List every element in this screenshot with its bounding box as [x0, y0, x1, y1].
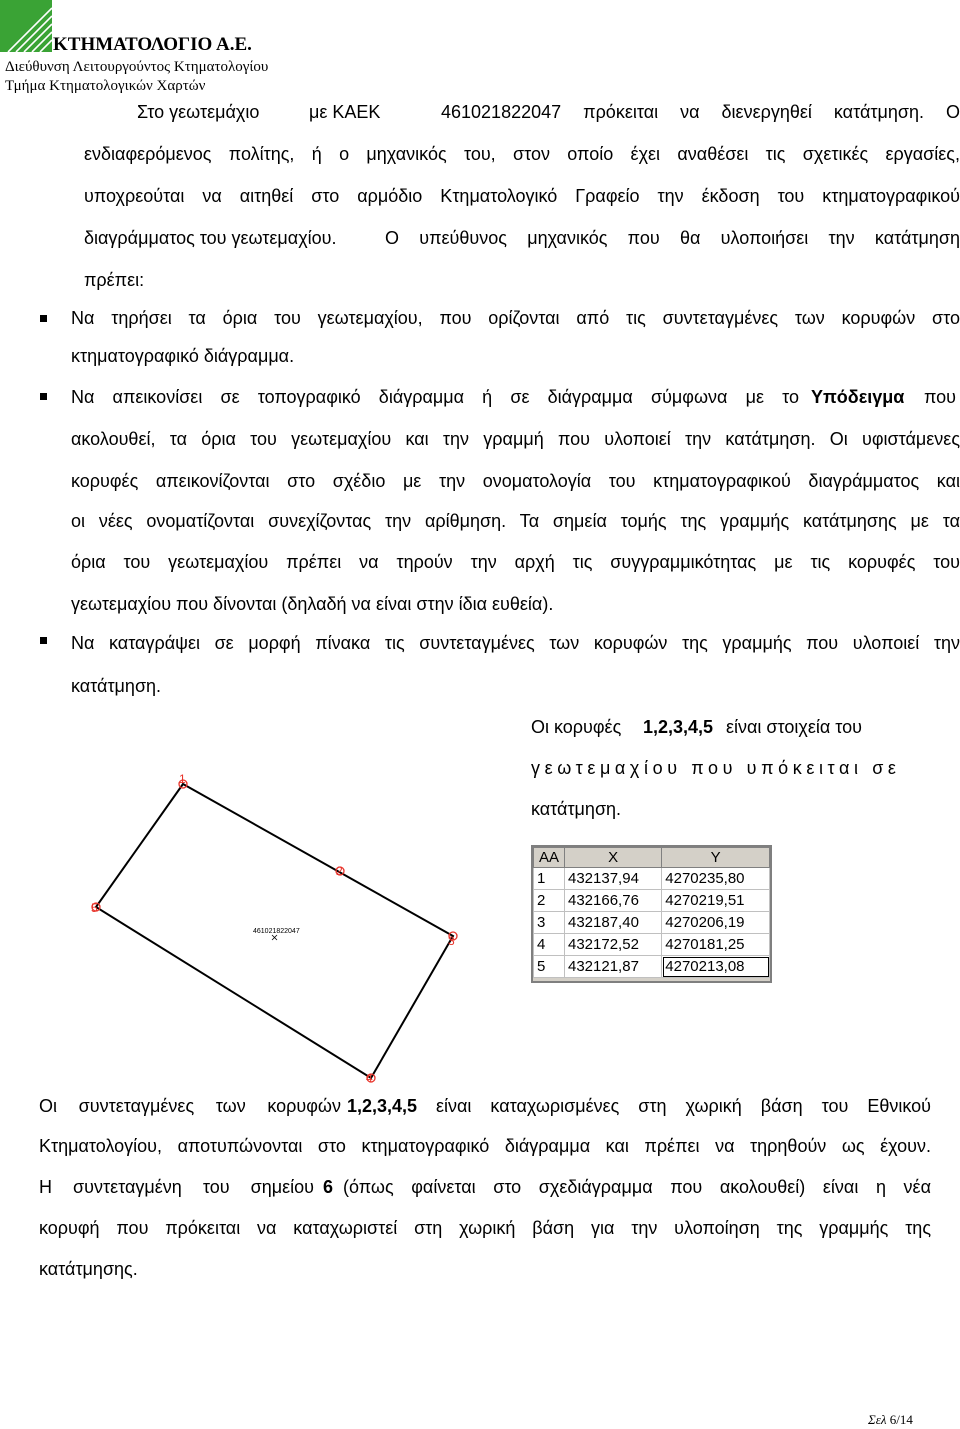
closing-line-3a: Η συντεταγμένη του σημείου: [39, 1177, 314, 1197]
bullet-2-line-5: όρια του γεωτεμαχίου πρέπει να τηρούν την αρχή τις συγγραμμικότητας με τις κορυφές του: [71, 552, 960, 572]
cell-y[interactable]: 4270181,25: [662, 934, 770, 956]
side-note-line-1a: Οι κορυφές: [531, 717, 622, 737]
coordinates-table: [531, 845, 772, 983]
cell-aa[interactable]: 1: [534, 868, 565, 890]
bullet-marker: [40, 315, 47, 322]
column-header-y[interactable]: Y: [662, 848, 770, 868]
cell-aa[interactable]: 3: [534, 912, 565, 934]
cell-y[interactable]: 4270219,51: [662, 890, 770, 912]
bullet-3-line-2: κατάτμηση.: [71, 676, 162, 696]
company-logo: [0, 0, 52, 52]
department-name: Τμήμα Κτηματολογικών Χαρτών: [5, 78, 206, 94]
intro-line-3: υποχρεούται να αιτηθεί στο αρμόδιο Κτηματολογικό Γραφείο την έκδοση του κτηματογραφικού: [84, 186, 960, 206]
intro-line-5: πρέπει:: [84, 270, 145, 290]
closing-line-1b: είναι καταχωρισμένες στη χωρική βάση του Εθνικού: [436, 1096, 931, 1116]
cell-x[interactable]: 432166,76: [565, 890, 662, 912]
parcel-kaek-label: 461021822047: [253, 928, 300, 935]
intro-line-2: ενδιαφερόμενος πολίτης, ή ο μηχανικός του, στον οποίο έχει αναθέσει τις σχετικές εργασίες,: [84, 144, 960, 164]
closing-line-2: Κτηματολογίου, αποτυπώνονται στο κτηματογραφικό διάγραμμα και πρέπει να τηρηθούν ως έχουν.: [39, 1136, 931, 1156]
vertex-label: 2: [336, 864, 343, 878]
bullet-3-line-1: Να καταγράψει σε μορφή πίνακα τις συντεταγμένες των κορυφών της γραμμής που υλοποιεί την: [71, 633, 960, 653]
side-note-line-1b: είναι στοιχεία του: [726, 717, 862, 737]
bullet-2-line-4: οι νέες ονοματίζονται συνεχίζοντας την αρίθμηση. Τα σημεία τομής της γραμμής κατάτμησης με τα: [71, 511, 960, 531]
intro-line-1b: με ΚΑΕΚ: [309, 102, 381, 122]
closing-vertices: 1,2,3,4,5: [347, 1096, 418, 1116]
bullet-marker: [40, 637, 47, 644]
intro-line-4b: Ο υπεύθυνος μηχανικός που θα υλοποιήσει την κατάτμηση: [385, 228, 960, 248]
bullet-2-line-1a: Να απεικονίσει σε τοπογραφικό διάγραμμα ή σε διάγραμμα σύμφωνα με το: [71, 387, 799, 407]
page-label: Σελ: [868, 1412, 887, 1427]
cell-y[interactable]: 4270206,19: [662, 912, 770, 934]
closing-line-5: κατάτμησης.: [39, 1259, 138, 1279]
closing-point-number: 6: [323, 1177, 334, 1197]
column-header-x[interactable]: X: [565, 848, 662, 868]
bullet-1-line-1: Να τηρήσει τα όρια του γεωτεμαχίου, που ορίζονται από τις συντεταγμένες των κορυφών στο: [71, 308, 960, 328]
parcel-centroid-icon: [272, 935, 277, 940]
table-row: [534, 890, 770, 912]
intro-line-1a: Στο γεωτεμάχιο: [137, 102, 260, 122]
closing-line-3b: (όπως φαίνεται στο σχεδιάγραμμα που ακολουθεί) είναι η νέα: [343, 1177, 931, 1197]
vertex-label: 3: [448, 934, 455, 948]
bullet-2-line-3: κορυφές απεικονίζονται στο σχέδιο με την ονοματολογία του κτηματογραφικού διαγράμματος και: [71, 471, 960, 491]
bullet-2-bold-term: Υπόδειγμα: [811, 387, 905, 407]
cell-aa[interactable]: 2: [534, 890, 565, 912]
column-header-aa[interactable]: AA: [534, 848, 565, 868]
table-row: [534, 912, 770, 934]
cell-y[interactable]: 4270235,80: [662, 868, 770, 890]
cell-aa[interactable]: 5: [534, 956, 565, 978]
closing-line-1a: Οι συντεταγμένες των κορυφών: [39, 1096, 341, 1116]
cell-aa[interactable]: 4: [534, 934, 565, 956]
cell-x[interactable]: 432187,40: [565, 912, 662, 934]
cell-x[interactable]: 432137,94: [565, 868, 662, 890]
vertex-label: 4: [366, 1071, 373, 1085]
table-row: [534, 868, 770, 890]
side-note-line-2: γεωτεμαχίου που υπόκειται σε: [531, 758, 901, 778]
bullet-2-line-1c: που: [924, 387, 957, 407]
vertex-label: 5: [91, 901, 98, 915]
table-row: [534, 956, 770, 978]
closing-line-4: κορυφή που πρόκειται να καταχωριστεί στη χωρική βάση για την υλοποίηση της γραμμής της: [39, 1218, 931, 1238]
bullet-2-line-2: ακολουθεί, τα όρια του γεωτεμαχίου και την γραμμή που υλοποιεί την κατάτμηση. Οι υφιστάμενες: [71, 429, 960, 449]
intro-line-1c: 461021822047 πρόκειται να διενεργηθεί κατάτμηση. Ο: [441, 102, 960, 122]
bullet-marker: [40, 393, 47, 400]
bullet-1-line-2: κτηματογραφικό διάγραμμα.: [71, 346, 295, 366]
cell-y[interactable]: 4270213,08: [662, 956, 770, 978]
division-name: Διεύθυνση Λειτουργούντος Κτηματολογίου: [5, 59, 269, 75]
table-row: [534, 934, 770, 956]
page-footer: [868, 1412, 913, 1428]
org-name: ΚΤΗΜΑΤΟΛΟΓΙΟ Α.Ε.: [53, 34, 252, 55]
intro-line-4a: διαγράμματος του γεωτεμαχίου.: [84, 228, 337, 248]
side-note-vertices: 1,2,3,4,5: [643, 717, 714, 737]
side-note-line-3: κατάτμηση.: [531, 799, 622, 819]
bullet-2-line-6: γεωτεμαχίου που δίνονται (δηλαδή να είναι στην ίδια ευθεία).: [71, 594, 554, 614]
cell-x[interactable]: 432172,52: [565, 934, 662, 956]
parcel-diagram: [85, 772, 475, 1090]
cell-x[interactable]: 432121,87: [565, 956, 662, 978]
vertex-label: 1: [179, 772, 186, 786]
page-number: 6/14: [889, 1412, 913, 1427]
